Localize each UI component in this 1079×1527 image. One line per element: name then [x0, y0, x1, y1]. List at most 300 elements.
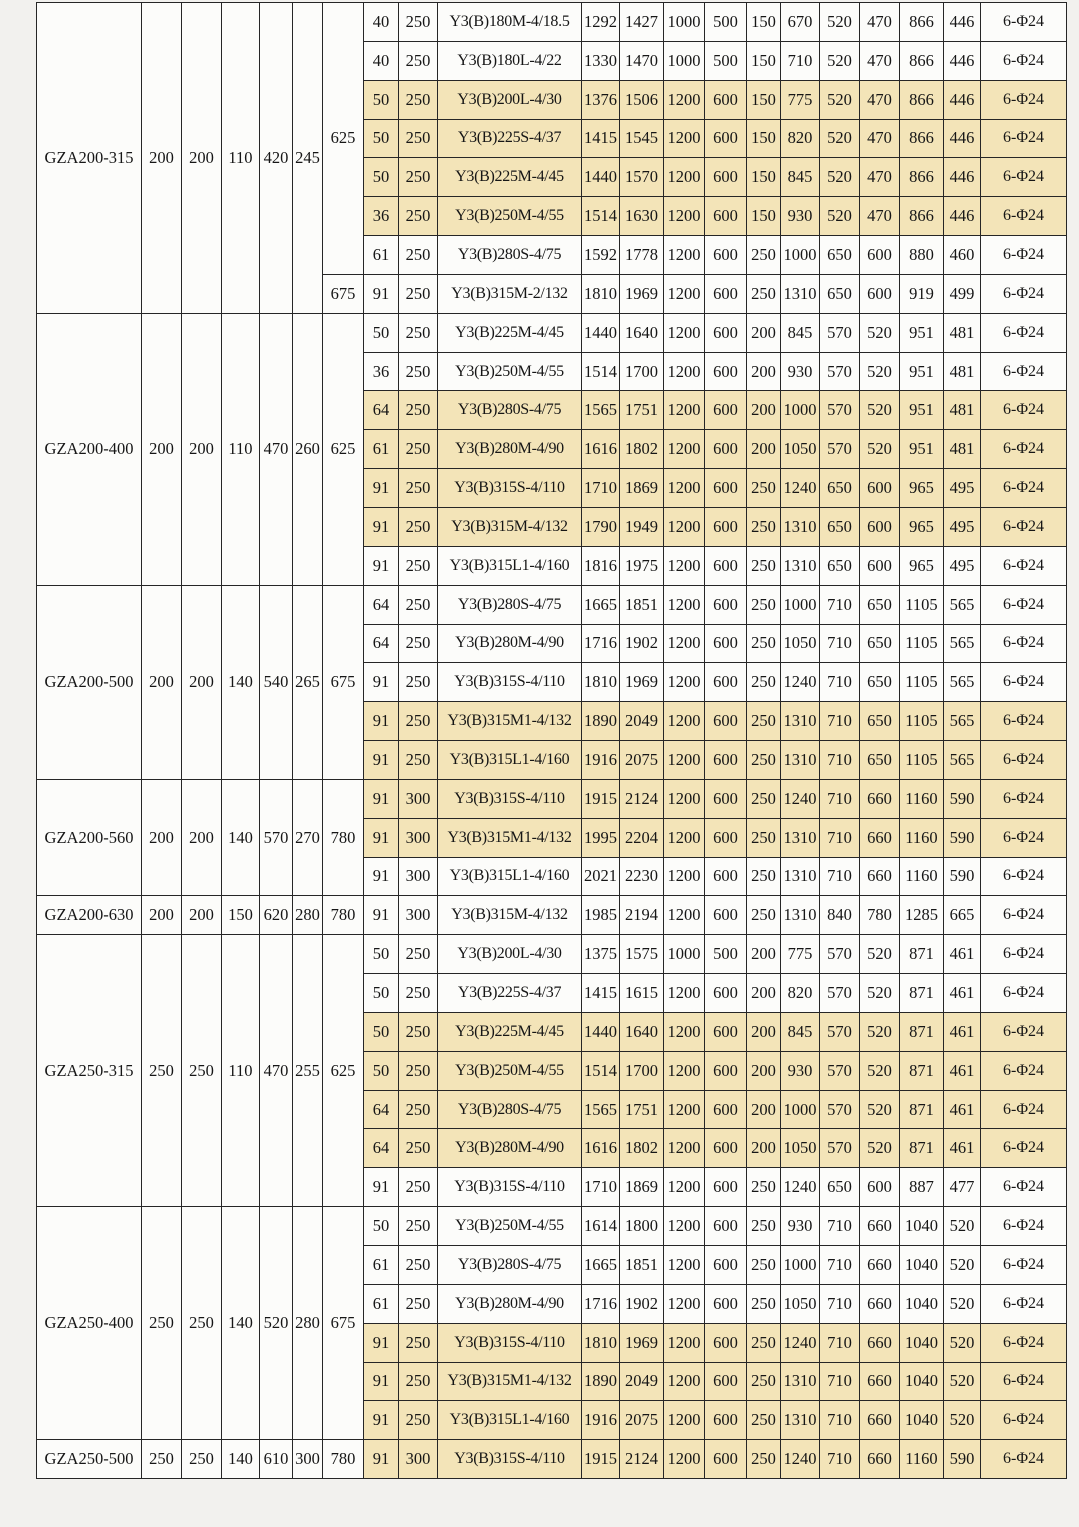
dim-cell: 250	[182, 1207, 222, 1440]
ratio-cell: 91	[364, 274, 399, 313]
dim-d-cell: 1240	[781, 469, 820, 508]
dim-f-cell: 520	[860, 974, 900, 1013]
bolt-spec-cell: 6-Φ24	[981, 1012, 1067, 1051]
dim-b-cell: 600	[705, 80, 747, 119]
dim-a-cell: 1200	[664, 818, 705, 857]
dim-l2-cell: 1975	[620, 546, 664, 585]
dim-cell: 280	[293, 1207, 323, 1440]
dim-e-cell: 570	[820, 430, 860, 469]
dim-a-cell: 1200	[664, 663, 705, 702]
dim-c-cell: 250	[747, 1323, 781, 1362]
dim-l1-cell: 1376	[582, 80, 620, 119]
dim-l2-cell: 1802	[620, 430, 664, 469]
shaft-cell: 250	[399, 80, 438, 119]
spec-table-wrapper	[36, 2, 1067, 1479]
dim-h-cell: 520	[944, 1284, 981, 1323]
motor-model-cell: Y3(B)280S-4/75	[438, 585, 582, 624]
dim-d-cell: 1240	[781, 1440, 820, 1479]
dim-cell: 250	[182, 935, 222, 1207]
dim-g-cell: 1040	[900, 1246, 944, 1285]
dim-e-cell: 710	[820, 818, 860, 857]
dim-g-cell: 866	[900, 119, 944, 158]
motor-model-cell: Y3(B)315M1-4/132	[438, 702, 582, 741]
dim-d-cell: 845	[781, 313, 820, 352]
dim-b-cell: 600	[705, 430, 747, 469]
dim-g-cell: 1160	[900, 1440, 944, 1479]
dim-e-cell: 650	[820, 274, 860, 313]
dim-d-cell: 1310	[781, 741, 820, 780]
shaft-cell: 250	[399, 1284, 438, 1323]
dim-l2-cell: 1570	[620, 158, 664, 197]
dim-a-cell: 1200	[664, 1129, 705, 1168]
dim-l1-cell: 1330	[582, 41, 620, 80]
dim-cell: 250	[142, 935, 182, 1207]
dim-b-cell: 600	[705, 158, 747, 197]
dim-g-cell: 1160	[900, 779, 944, 818]
dim-e-cell: 520	[820, 158, 860, 197]
dim-cell: 200	[182, 3, 222, 314]
dim-b-cell: 600	[705, 702, 747, 741]
model-cell: GZA200-500	[37, 585, 142, 779]
dim-e-cell: 650	[820, 469, 860, 508]
ratio-cell: 91	[364, 702, 399, 741]
model-cell: GZA250-500	[37, 1440, 142, 1479]
dim-f-cell: 660	[860, 779, 900, 818]
dim-c-cell: 150	[747, 80, 781, 119]
dim-cell: 200	[182, 313, 222, 585]
dim-f-cell: 660	[860, 1440, 900, 1479]
dim-l1-cell: 1890	[582, 1362, 620, 1401]
shaft-cell: 300	[399, 779, 438, 818]
ratio-cell: 91	[364, 1362, 399, 1401]
dim-b-cell: 600	[705, 1440, 747, 1479]
dim-l2-cell: 1575	[620, 935, 664, 974]
dim-e-cell: 520	[820, 80, 860, 119]
dim-d-cell: 930	[781, 197, 820, 236]
shaft-cell: 250	[399, 1401, 438, 1440]
dim-b-cell: 600	[705, 1362, 747, 1401]
motor-model-cell: Y3(B)315L1-4/160	[438, 1401, 582, 1440]
dim-l1-cell: 1916	[582, 741, 620, 780]
dim-b-cell: 500	[705, 3, 747, 42]
dim-f-cell: 520	[860, 1012, 900, 1051]
dim-d-cell: 710	[781, 41, 820, 80]
dim-d-cell: 930	[781, 352, 820, 391]
dim-f-cell: 780	[860, 896, 900, 935]
dim-f-cell: 470	[860, 158, 900, 197]
dim-a-cell: 1200	[664, 1051, 705, 1090]
bolt-spec-cell: 6-Φ24	[981, 41, 1067, 80]
dim-f-cell: 600	[860, 236, 900, 275]
shaft-cell: 300	[399, 857, 438, 896]
bolt-spec-cell: 6-Φ24	[981, 197, 1067, 236]
dim-h-cell: 590	[944, 818, 981, 857]
dim-c-cell: 250	[747, 507, 781, 546]
dim-g-cell: 965	[900, 546, 944, 585]
dim-h-cell: 481	[944, 313, 981, 352]
shaft-cell: 250	[399, 119, 438, 158]
dim-l2-cell: 2075	[620, 741, 664, 780]
bolt-spec-cell: 6-Φ24	[981, 702, 1067, 741]
dim-cell: 110	[222, 313, 260, 585]
dim-b-cell: 600	[705, 313, 747, 352]
motor-model-cell: Y3(B)315S-4/110	[438, 779, 582, 818]
table-row	[37, 3, 1067, 42]
table-row	[37, 896, 1067, 935]
dim-b-cell: 600	[705, 741, 747, 780]
ratio-cell: 50	[364, 1051, 399, 1090]
dim-e-cell: 710	[820, 585, 860, 624]
shaft-cell: 250	[399, 585, 438, 624]
shaft-cell: 250	[399, 158, 438, 197]
dim-l1-cell: 1415	[582, 974, 620, 1013]
dim-l2-cell: 1751	[620, 1090, 664, 1129]
model-cell: GZA200-315	[37, 3, 142, 314]
bolt-spec-cell: 6-Φ24	[981, 391, 1067, 430]
dim-c-cell: 150	[747, 3, 781, 42]
shaft-cell: 250	[399, 741, 438, 780]
motor-model-cell: Y3(B)315S-4/110	[438, 663, 582, 702]
bolt-spec-cell: 6-Φ24	[981, 741, 1067, 780]
dim-f-cell: 660	[860, 818, 900, 857]
dim-c-cell: 150	[747, 41, 781, 80]
dim-e-cell: 710	[820, 1362, 860, 1401]
ratio-cell: 61	[364, 1246, 399, 1285]
dim-g-cell: 880	[900, 236, 944, 275]
bolt-spec-cell: 6-Φ24	[981, 1284, 1067, 1323]
motor-model-cell: Y3(B)225M-4/45	[438, 158, 582, 197]
motor-model-cell: Y3(B)280S-4/75	[438, 1090, 582, 1129]
bolt-spec-cell: 6-Φ24	[981, 624, 1067, 663]
shaft-cell: 250	[399, 546, 438, 585]
dim-l1-cell: 1810	[582, 1323, 620, 1362]
bolt-spec-cell: 6-Φ24	[981, 236, 1067, 275]
bolt-spec-cell: 6-Φ24	[981, 1362, 1067, 1401]
dim-cell: 110	[222, 935, 260, 1207]
dim-g-cell: 866	[900, 158, 944, 197]
dim-h-cell: 565	[944, 663, 981, 702]
dim-l1-cell: 1665	[582, 585, 620, 624]
dim-a-cell: 1200	[664, 352, 705, 391]
model-cell: GZA250-315	[37, 935, 142, 1207]
shaft-cell: 250	[399, 1246, 438, 1285]
dim-l1-cell: 1440	[582, 158, 620, 197]
dim-e-cell: 650	[820, 546, 860, 585]
dim-cell: 140	[222, 1440, 260, 1479]
dim-b-cell: 600	[705, 1246, 747, 1285]
shaft-cell: 250	[399, 236, 438, 275]
dim-e-cell: 710	[820, 702, 860, 741]
dim-l2-cell: 1700	[620, 352, 664, 391]
dim-d-cell: 1240	[781, 663, 820, 702]
bolt-spec-cell: 6-Φ24	[981, 935, 1067, 974]
dim-a-cell: 1200	[664, 974, 705, 1013]
dim-g-cell: 1040	[900, 1284, 944, 1323]
dim-a-cell: 1200	[664, 585, 705, 624]
dim-b-cell: 600	[705, 1401, 747, 1440]
ratio-cell: 91	[364, 663, 399, 702]
dim-c-cell: 250	[747, 857, 781, 896]
dim-f-cell: 520	[860, 391, 900, 430]
dim-l1-cell: 1916	[582, 1401, 620, 1440]
dim-g-cell: 951	[900, 430, 944, 469]
dim-h-cell: 461	[944, 1051, 981, 1090]
ratio-cell: 40	[364, 3, 399, 42]
dim-b-cell: 600	[705, 119, 747, 158]
motor-model-cell: Y3(B)200L-4/30	[438, 935, 582, 974]
motor-model-cell: Y3(B)250M-4/55	[438, 197, 582, 236]
dim-g-cell: 1160	[900, 857, 944, 896]
dim-l2-cell: 1615	[620, 974, 664, 1013]
dim-f-cell: 520	[860, 1090, 900, 1129]
dim-b-cell: 600	[705, 818, 747, 857]
dim-d-cell: 1310	[781, 546, 820, 585]
ratio-cell: 50	[364, 1207, 399, 1246]
table-row	[37, 1207, 1067, 1246]
shaft-cell: 300	[399, 818, 438, 857]
dim-l2-cell: 2124	[620, 779, 664, 818]
shaft-cell: 250	[399, 313, 438, 352]
dim-h-cell: 446	[944, 158, 981, 197]
dim-l2-cell: 1969	[620, 1323, 664, 1362]
dim-cell: 470	[260, 935, 293, 1207]
dim-d-cell: 1050	[781, 430, 820, 469]
dim-d-cell: 775	[781, 935, 820, 974]
bolt-spec-cell: 6-Φ24	[981, 507, 1067, 546]
shaft-cell: 250	[399, 391, 438, 430]
ratio-cell: 61	[364, 430, 399, 469]
dim-c-cell: 250	[747, 1207, 781, 1246]
motor-model-cell: Y3(B)280M-4/90	[438, 1284, 582, 1323]
dim-h-cell: 461	[944, 1012, 981, 1051]
shaft-cell: 250	[399, 1090, 438, 1129]
dim-e-cell: 570	[820, 1129, 860, 1168]
dim-f-cell: 650	[860, 741, 900, 780]
ratio-cell: 50	[364, 313, 399, 352]
dim-c-cell: 250	[747, 546, 781, 585]
dim-d-cell: 845	[781, 158, 820, 197]
dim-cell: 250	[182, 1440, 222, 1479]
ratio-cell: 50	[364, 158, 399, 197]
dim-c-cell: 250	[747, 702, 781, 741]
dim-e-cell: 710	[820, 624, 860, 663]
dim-d-cell: 1000	[781, 391, 820, 430]
ratio-cell: 91	[364, 546, 399, 585]
dim-e-cell: 650	[820, 1168, 860, 1207]
bolt-spec-cell: 6-Φ24	[981, 1129, 1067, 1168]
motor-model-cell: Y3(B)315L1-4/160	[438, 857, 582, 896]
dim-h-cell: 481	[944, 430, 981, 469]
dim-c-cell: 250	[747, 1401, 781, 1440]
dim-cell: 250	[142, 1440, 182, 1479]
motor-model-cell: Y3(B)200L-4/30	[438, 80, 582, 119]
dim-f-cell: 470	[860, 119, 900, 158]
shaft-cell: 250	[399, 935, 438, 974]
dim-a-cell: 1000	[664, 3, 705, 42]
bolt-spec-cell: 6-Φ24	[981, 896, 1067, 935]
dim-c-cell: 250	[747, 236, 781, 275]
dim-a-cell: 1200	[664, 507, 705, 546]
dim-g-cell: 1040	[900, 1323, 944, 1362]
ratio-cell: 91	[364, 896, 399, 935]
dim-l1-cell: 1292	[582, 3, 620, 42]
dim-cell: 610	[260, 1440, 293, 1479]
dim-e-cell: 570	[820, 352, 860, 391]
dim-f-cell: 520	[860, 1051, 900, 1090]
dim-f-cell: 600	[860, 469, 900, 508]
group-span-cell: 675	[323, 274, 364, 313]
shaft-cell: 250	[399, 663, 438, 702]
dim-b-cell: 600	[705, 1012, 747, 1051]
motor-model-cell: Y3(B)315S-4/110	[438, 1440, 582, 1479]
dim-a-cell: 1200	[664, 1362, 705, 1401]
motor-model-cell: Y3(B)315L1-4/160	[438, 546, 582, 585]
dim-l1-cell: 1710	[582, 469, 620, 508]
dim-cell: 140	[222, 779, 260, 896]
dim-a-cell: 1200	[664, 119, 705, 158]
dim-h-cell: 446	[944, 80, 981, 119]
bolt-spec-cell: 6-Φ24	[981, 585, 1067, 624]
dim-l1-cell: 1375	[582, 935, 620, 974]
dim-g-cell: 871	[900, 1129, 944, 1168]
dim-a-cell: 1200	[664, 469, 705, 508]
dim-d-cell: 1310	[781, 896, 820, 935]
dim-l1-cell: 1915	[582, 1440, 620, 1479]
dim-cell: 200	[142, 3, 182, 314]
dim-l2-cell: 1700	[620, 1051, 664, 1090]
motor-model-cell: Y3(B)225M-4/45	[438, 1012, 582, 1051]
dim-l1-cell: 1890	[582, 702, 620, 741]
table-row	[37, 585, 1067, 624]
dim-a-cell: 1000	[664, 935, 705, 974]
ratio-cell: 36	[364, 352, 399, 391]
dim-b-cell: 600	[705, 896, 747, 935]
dim-l2-cell: 1778	[620, 236, 664, 275]
dim-d-cell: 1310	[781, 1362, 820, 1401]
group-span-cell: 625	[323, 935, 364, 1207]
dim-l2-cell: 1545	[620, 119, 664, 158]
dim-d-cell: 1310	[781, 702, 820, 741]
dim-h-cell: 446	[944, 119, 981, 158]
bolt-spec-cell: 6-Φ24	[981, 3, 1067, 42]
bolt-spec-cell: 6-Φ24	[981, 1440, 1067, 1479]
dim-d-cell: 845	[781, 1012, 820, 1051]
dim-l2-cell: 1869	[620, 1168, 664, 1207]
dim-l2-cell: 1751	[620, 391, 664, 430]
dim-a-cell: 1200	[664, 1440, 705, 1479]
dim-l1-cell: 1816	[582, 546, 620, 585]
dim-c-cell: 250	[747, 585, 781, 624]
dim-b-cell: 600	[705, 274, 747, 313]
dim-c-cell: 250	[747, 779, 781, 818]
dim-g-cell: 871	[900, 1012, 944, 1051]
dim-g-cell: 866	[900, 197, 944, 236]
ratio-cell: 91	[364, 779, 399, 818]
bolt-spec-cell: 6-Φ24	[981, 352, 1067, 391]
bolt-spec-cell: 6-Φ24	[981, 469, 1067, 508]
dim-c-cell: 200	[747, 352, 781, 391]
dim-e-cell: 840	[820, 896, 860, 935]
dim-h-cell: 460	[944, 236, 981, 275]
dim-a-cell: 1200	[664, 197, 705, 236]
dim-g-cell: 866	[900, 80, 944, 119]
dim-l2-cell: 1902	[620, 1284, 664, 1323]
dim-d-cell: 1240	[781, 1323, 820, 1362]
dim-g-cell: 871	[900, 974, 944, 1013]
dim-cell: 200	[142, 585, 182, 779]
motor-model-cell: Y3(B)315S-4/110	[438, 469, 582, 508]
dim-b-cell: 600	[705, 546, 747, 585]
dim-a-cell: 1200	[664, 896, 705, 935]
dim-c-cell: 250	[747, 274, 781, 313]
dim-c-cell: 250	[747, 1168, 781, 1207]
shaft-cell: 250	[399, 1207, 438, 1246]
ratio-cell: 50	[364, 935, 399, 974]
dim-a-cell: 1000	[664, 41, 705, 80]
dim-l2-cell: 2204	[620, 818, 664, 857]
dim-e-cell: 520	[820, 41, 860, 80]
shaft-cell: 250	[399, 1012, 438, 1051]
dim-g-cell: 965	[900, 469, 944, 508]
group-span-cell: 675	[323, 585, 364, 779]
ratio-cell: 61	[364, 1284, 399, 1323]
dim-l2-cell: 1470	[620, 41, 664, 80]
dim-d-cell: 1240	[781, 779, 820, 818]
dim-g-cell: 871	[900, 1090, 944, 1129]
dim-f-cell: 470	[860, 80, 900, 119]
bolt-spec-cell: 6-Φ24	[981, 119, 1067, 158]
dim-l1-cell: 1616	[582, 1129, 620, 1168]
dim-e-cell: 710	[820, 779, 860, 818]
motor-model-cell: Y3(B)225M-4/45	[438, 313, 582, 352]
dim-h-cell: 477	[944, 1168, 981, 1207]
dim-c-cell: 200	[747, 974, 781, 1013]
motor-model-cell: Y3(B)250M-4/55	[438, 352, 582, 391]
dim-cell: 200	[142, 313, 182, 585]
dim-l2-cell: 1802	[620, 1129, 664, 1168]
dim-h-cell: 590	[944, 857, 981, 896]
dim-f-cell: 520	[860, 430, 900, 469]
dim-l2-cell: 1800	[620, 1207, 664, 1246]
dim-c-cell: 200	[747, 430, 781, 469]
dim-cell: 140	[222, 1207, 260, 1440]
dim-a-cell: 1200	[664, 236, 705, 275]
dim-d-cell: 1050	[781, 1284, 820, 1323]
dim-l1-cell: 1790	[582, 507, 620, 546]
dim-cell: 570	[260, 779, 293, 896]
model-cell: GZA200-560	[37, 779, 142, 896]
dim-l1-cell: 1565	[582, 391, 620, 430]
motor-model-cell: Y3(B)315M-2/132	[438, 274, 582, 313]
dim-g-cell: 951	[900, 391, 944, 430]
dim-a-cell: 1200	[664, 158, 705, 197]
dim-e-cell: 650	[820, 507, 860, 546]
dim-h-cell: 461	[944, 935, 981, 974]
dim-e-cell: 710	[820, 1323, 860, 1362]
bolt-spec-cell: 6-Φ24	[981, 663, 1067, 702]
dim-f-cell: 650	[860, 663, 900, 702]
dim-e-cell: 710	[820, 1284, 860, 1323]
dim-g-cell: 887	[900, 1168, 944, 1207]
dim-f-cell: 660	[860, 857, 900, 896]
dim-h-cell: 481	[944, 352, 981, 391]
dim-h-cell: 565	[944, 585, 981, 624]
ratio-cell: 64	[364, 1090, 399, 1129]
dim-f-cell: 660	[860, 1401, 900, 1440]
ratio-cell: 64	[364, 391, 399, 430]
dim-c-cell: 200	[747, 935, 781, 974]
ratio-cell: 91	[364, 857, 399, 896]
